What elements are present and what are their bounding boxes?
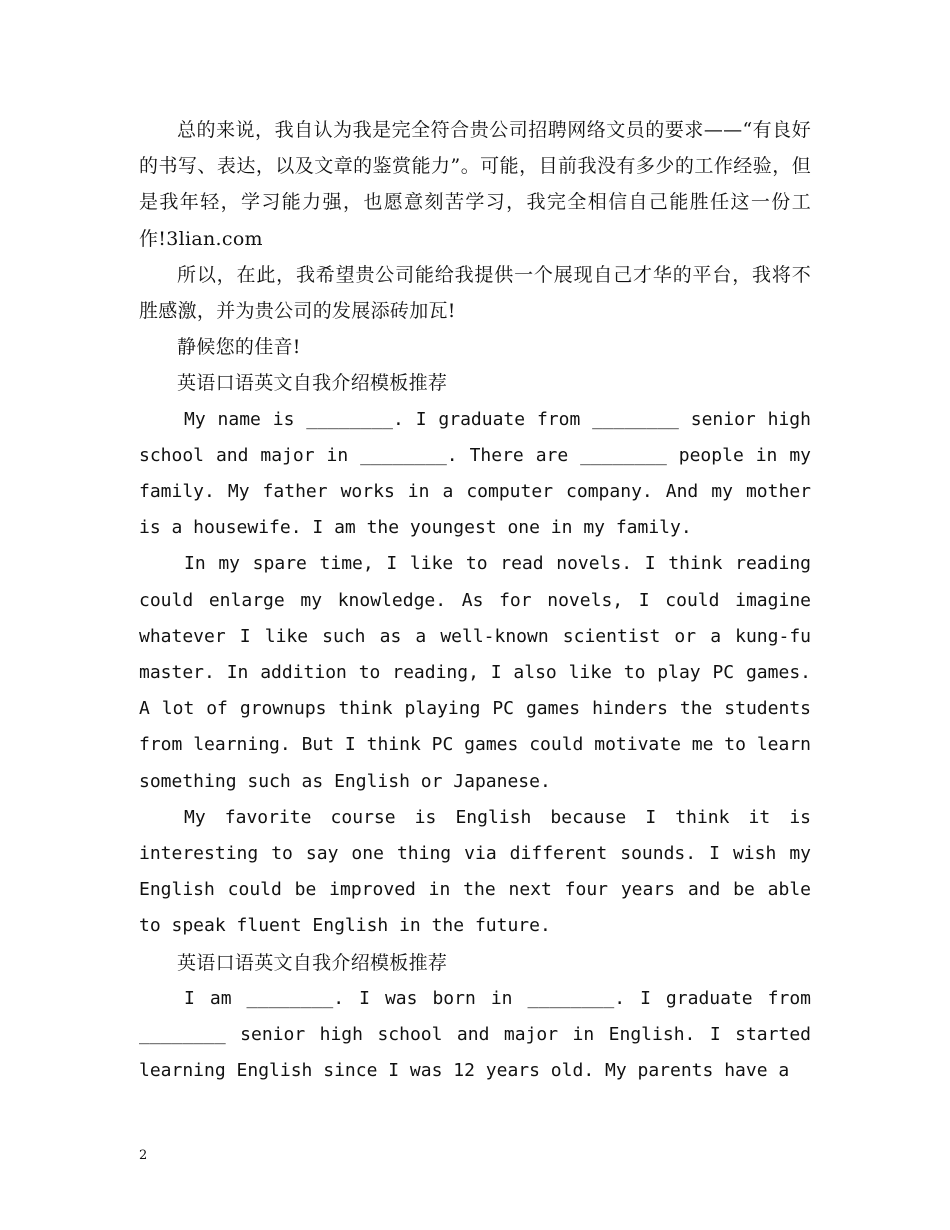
paragraph-closing: 静候您的佳音!: [177, 336, 301, 359]
page-number: 2: [139, 1148, 148, 1163]
paragraph-hobbies: In my spare time, I like to read novels. I think reading could enlarge my knowledge. As for novels, I could imagine whatever I like such as a well-known scientist or a kung-fu master. In addition to reading, I also like to play PC games. A lot of grownups think playing PC games hinders the students from learning. But I think PC games could motivate me to learn something such as English or Japanese.: [139, 553, 811, 792]
paragraph-intro-family: My name is ________. I graduate from ________ senior high school and major in ________. There are ________ people in my family. My father works in a computer company. And my mother is a housewife. I am the youngest one in my family.: [139, 408, 811, 539]
paragraph-favorite-course: My favorite course is English because I think it is interesting to say one thing via different sounds. I wish my English could be improved in the next four years and be able to speak fluent English in the future.: [139, 806, 811, 937]
paragraph-conclusion: 总的来说，我自认为我是完全符合贵公司招聘网络文员的要求——“有良好的书写、表达，以及文章的鉴赏能力”。可能，目前我没有多少的工作经验，但是我年轻，学习能力强，也愿意刻苦学习，我完全相信自己能胜任这一份工作!3lian.com: [139, 119, 811, 250]
paragraph-intro-second: I am ________. I was born in ________. I graduate from ________ senior high school and major in English. I started learning English since I was 12 years old. My parents have a: [139, 987, 811, 1082]
document-body: [139, 112, 811, 1089]
paragraph-request: 所以，在此，我希望贵公司能给我提供一个展现自己才华的平台，我将不胜感激，并为贵公司的发展添砖加瓦!: [139, 263, 811, 323]
section-heading: 英语口语英文自我介绍模板推荐: [177, 951, 448, 974]
section-heading: 英语口语英文自我介绍模板推荐: [177, 372, 448, 395]
